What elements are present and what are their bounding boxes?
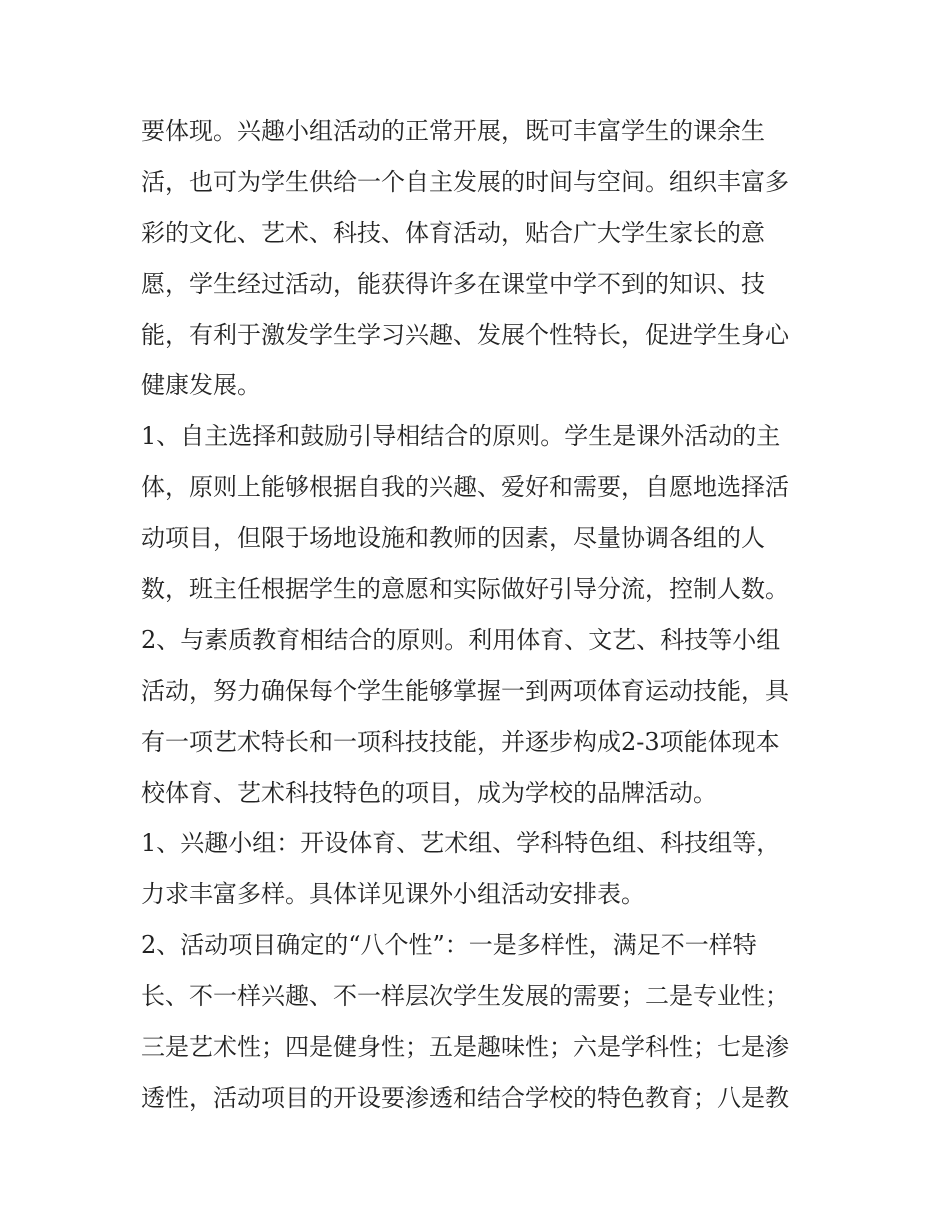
text-line: 三是艺术性；四是健身性；五是趣味性；六是学科性；七是渗 <box>141 1033 789 1062</box>
text-line: 长、不一样兴趣、不一样层次学生发展的需要；二是专业性； <box>141 982 789 1011</box>
text-line: 活动，努力确保每个学生能够掌握一到两项体育运动技能，具 <box>141 676 789 705</box>
text-line: 校体育、艺术科技特色的项目，成为学校的品牌活动。 <box>141 778 717 807</box>
text-line: 2、与素质教育相结合的原则。利用体育、文艺、科技等小组 <box>141 625 781 654</box>
text-line: 愿，学生经过活动，能获得许多在课堂中学不到的知识、技 <box>141 269 765 298</box>
text-line: 数，班主任根据学生的意愿和实际做好引导分流，控制人数。 <box>141 575 789 604</box>
text-line: 体，原则上能够根据自我的兴趣、爱好和需要，自愿地选择活 <box>141 473 789 502</box>
document-body <box>141 106 821 1124</box>
text-line: 2、活动项目确定的“八个性”：一是多样性，满足不一样特 <box>141 931 757 960</box>
text-line: 要体现。兴趣小组活动的正常开展，既可丰富学生的课余生 <box>141 117 765 145</box>
text-line: 彩的文化、艺术、科技、体育活动，贴合广大学生家长的意 <box>141 218 765 247</box>
text-line: 活，也可为学生供给一个自主发展的时间与空间。组织丰富多 <box>141 167 789 196</box>
text-line: 动项目，但限于场地设施和教师的因素，尽量协调各组的人 <box>141 524 765 553</box>
text-line: 透性，活动项目的开设要渗透和结合学校的特色教育；八是教 <box>141 1083 789 1112</box>
text-line: 力求丰富多样。具体详见课外小组活动安排表。 <box>141 880 645 909</box>
text-line: 健康发展。 <box>141 371 261 400</box>
text-line: 1、兴趣小组：开设体育、艺术组、学科特色组、科技组等， <box>141 829 781 858</box>
text-line: 1、自主选择和鼓励引导相结合的原则。学生是课外活动的主 <box>141 422 781 451</box>
text-line: 能，有利于激发学生学习兴趣、发展个性特长，促进学生身心 <box>141 320 789 349</box>
text-line: 有一项艺术特长和一项科技技能，并逐步构成2-3项能体现本 <box>141 727 780 756</box>
